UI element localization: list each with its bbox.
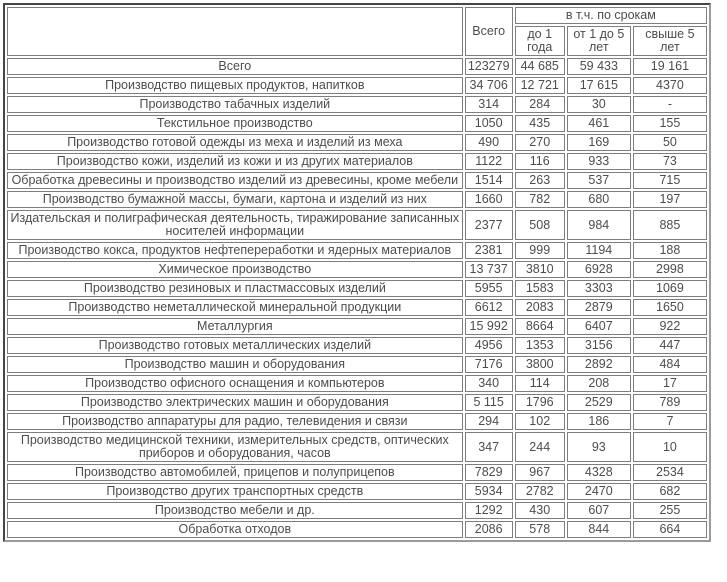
row-value: 484	[633, 356, 707, 373]
table-row	[7, 337, 707, 354]
row-value: 123279	[465, 58, 513, 75]
row-value: 2470	[567, 483, 631, 500]
table-row	[7, 299, 707, 316]
row-value: 155	[633, 115, 707, 132]
row-value: 4370	[633, 77, 707, 94]
row-label: Производство кожи, изделий из кожи и из других материалов	[7, 153, 463, 170]
row-value: 186	[567, 413, 631, 430]
row-value: 270	[515, 134, 565, 151]
row-value: 664	[633, 521, 707, 538]
row-value: 1050	[465, 115, 513, 132]
table-row	[7, 58, 707, 75]
row-label: Производство электрических машин и оборудования	[7, 394, 463, 411]
table-row	[7, 375, 707, 392]
row-label: Производство кокса, продуктов нефтепереработки и ядерных материалов	[7, 242, 463, 259]
row-label: Производство пищевых продуктов, напитков	[7, 77, 463, 94]
row-label: Обработка отходов	[7, 521, 463, 538]
row-value: 2998	[633, 261, 707, 278]
table-body	[7, 58, 707, 538]
row-label: Производство других транспортных средств	[7, 483, 463, 500]
row-value: 197	[633, 191, 707, 208]
row-value: 2879	[567, 299, 631, 316]
row-value: 10	[633, 432, 707, 462]
row-value: 844	[567, 521, 631, 538]
row-value: 461	[567, 115, 631, 132]
row-value: 933	[567, 153, 631, 170]
row-value: 7829	[465, 464, 513, 481]
col-header-1-to-5-years: от 1 до 5 лет	[567, 26, 631, 56]
table-row	[7, 115, 707, 132]
row-value: 2529	[567, 394, 631, 411]
row-value: 7176	[465, 356, 513, 373]
table-row	[7, 413, 707, 430]
row-value: 922	[633, 318, 707, 335]
row-value: 578	[515, 521, 565, 538]
row-label: Металлургия	[7, 318, 463, 335]
row-value: 6407	[567, 318, 631, 335]
corner-cell	[7, 7, 463, 56]
row-label: Производство готовой одежды из меха и изделий из меха	[7, 134, 463, 151]
table-row	[7, 502, 707, 519]
row-value: 5955	[465, 280, 513, 297]
table-row	[7, 77, 707, 94]
row-value: 3810	[515, 261, 565, 278]
row-value: 885	[633, 210, 707, 240]
row-value: 2083	[515, 299, 565, 316]
row-value: 1353	[515, 337, 565, 354]
row-value: 2381	[465, 242, 513, 259]
row-label: Производство мебели и др.	[7, 502, 463, 519]
industry-terms-table	[3, 3, 711, 542]
col-header-total: Всего	[465, 7, 513, 56]
row-value: 435	[515, 115, 565, 132]
table-row	[7, 134, 707, 151]
row-value: 5934	[465, 483, 513, 500]
row-label: Всего	[7, 58, 463, 75]
table-row	[7, 318, 707, 335]
row-value: 73	[633, 153, 707, 170]
row-value: 6612	[465, 299, 513, 316]
row-value: 294	[465, 413, 513, 430]
table-row	[7, 261, 707, 278]
col-header-under-1-year: до 1 года	[515, 26, 565, 56]
row-value: 314	[465, 96, 513, 113]
row-value: 15 992	[465, 318, 513, 335]
row-value: 782	[515, 191, 565, 208]
row-value: 715	[633, 172, 707, 189]
row-value: 12 721	[515, 77, 565, 94]
row-value: 6928	[567, 261, 631, 278]
row-value: 102	[515, 413, 565, 430]
row-value: -	[633, 96, 707, 113]
row-label: Производство бумажной массы, бумаги, картона и изделий из них	[7, 191, 463, 208]
table-row	[7, 432, 707, 462]
row-value: 188	[633, 242, 707, 259]
row-value: 34 706	[465, 77, 513, 94]
row-value: 4956	[465, 337, 513, 354]
row-label: Производство резиновых и пластмассовых изделий	[7, 280, 463, 297]
row-label: Производство готовых металлических изделий	[7, 337, 463, 354]
row-label: Производство автомобилей, прицепов и полуприцепов	[7, 464, 463, 481]
row-value: 169	[567, 134, 631, 151]
table-row	[7, 172, 707, 189]
row-value: 44 685	[515, 58, 565, 75]
table-row	[7, 210, 707, 240]
row-value: 93	[567, 432, 631, 462]
table-row	[7, 242, 707, 259]
row-label: Производство неметаллической минеральной продукции	[7, 299, 463, 316]
row-value: 244	[515, 432, 565, 462]
row-value: 1292	[465, 502, 513, 519]
row-label: Производство аппаратуры для радио, телевидения и связи	[7, 413, 463, 430]
row-value: 340	[465, 375, 513, 392]
row-value: 3800	[515, 356, 565, 373]
header-row-top	[7, 7, 707, 24]
table-row	[7, 394, 707, 411]
table-row	[7, 464, 707, 481]
row-value: 30	[567, 96, 631, 113]
row-value: 114	[515, 375, 565, 392]
row-value: 789	[633, 394, 707, 411]
row-value: 1194	[567, 242, 631, 259]
table-row	[7, 191, 707, 208]
row-value: 607	[567, 502, 631, 519]
row-value: 1122	[465, 153, 513, 170]
row-label: Обработка древесины и производство изделий из древесины, кроме мебели	[7, 172, 463, 189]
row-value: 3156	[567, 337, 631, 354]
row-value: 1650	[633, 299, 707, 316]
row-label: Текстильное производство	[7, 115, 463, 132]
row-value: 967	[515, 464, 565, 481]
row-label: Издательская и полиграфическая деятельность, тиражирование записанных носителей информации	[7, 210, 463, 240]
row-value: 59 433	[567, 58, 631, 75]
row-value: 13 737	[465, 261, 513, 278]
row-value: 17	[633, 375, 707, 392]
row-value: 7	[633, 413, 707, 430]
row-value: 116	[515, 153, 565, 170]
row-value: 8664	[515, 318, 565, 335]
row-value: 1069	[633, 280, 707, 297]
row-value: 347	[465, 432, 513, 462]
table-row	[7, 96, 707, 113]
row-value: 2086	[465, 521, 513, 538]
row-value: 2377	[465, 210, 513, 240]
row-value: 50	[633, 134, 707, 151]
row-value: 680	[567, 191, 631, 208]
table-header	[7, 7, 707, 56]
row-value: 999	[515, 242, 565, 259]
row-value: 1660	[465, 191, 513, 208]
row-value: 508	[515, 210, 565, 240]
row-value: 682	[633, 483, 707, 500]
row-value: 17 615	[567, 77, 631, 94]
table-row	[7, 153, 707, 170]
row-value: 255	[633, 502, 707, 519]
row-value: 1514	[465, 172, 513, 189]
row-value: 430	[515, 502, 565, 519]
col-header-group: в т.ч. по срокам	[515, 7, 707, 24]
row-value: 2534	[633, 464, 707, 481]
row-value: 2782	[515, 483, 565, 500]
row-value: 447	[633, 337, 707, 354]
row-value: 3303	[567, 280, 631, 297]
row-value: 208	[567, 375, 631, 392]
table-row	[7, 356, 707, 373]
col-header-over-5-years: свыше 5 лет	[633, 26, 707, 56]
row-value: 19 161	[633, 58, 707, 75]
row-value: 1583	[515, 280, 565, 297]
row-value: 2892	[567, 356, 631, 373]
row-label: Производство медицинской техники, измерительных средств, оптических приборов и оборудования, часов	[7, 432, 463, 462]
row-label: Производство офисного оснащения и компьютеров	[7, 375, 463, 392]
row-value: 263	[515, 172, 565, 189]
row-value: 5 115	[465, 394, 513, 411]
table-row	[7, 483, 707, 500]
row-value: 4328	[567, 464, 631, 481]
table-row	[7, 280, 707, 297]
row-value: 490	[465, 134, 513, 151]
row-label: Производство машин и оборудования	[7, 356, 463, 373]
row-value: 537	[567, 172, 631, 189]
row-value: 284	[515, 96, 565, 113]
table-row	[7, 521, 707, 538]
row-label: Химическое производство	[7, 261, 463, 278]
row-value: 984	[567, 210, 631, 240]
row-label: Производство табачных изделий	[7, 96, 463, 113]
row-value: 1796	[515, 394, 565, 411]
